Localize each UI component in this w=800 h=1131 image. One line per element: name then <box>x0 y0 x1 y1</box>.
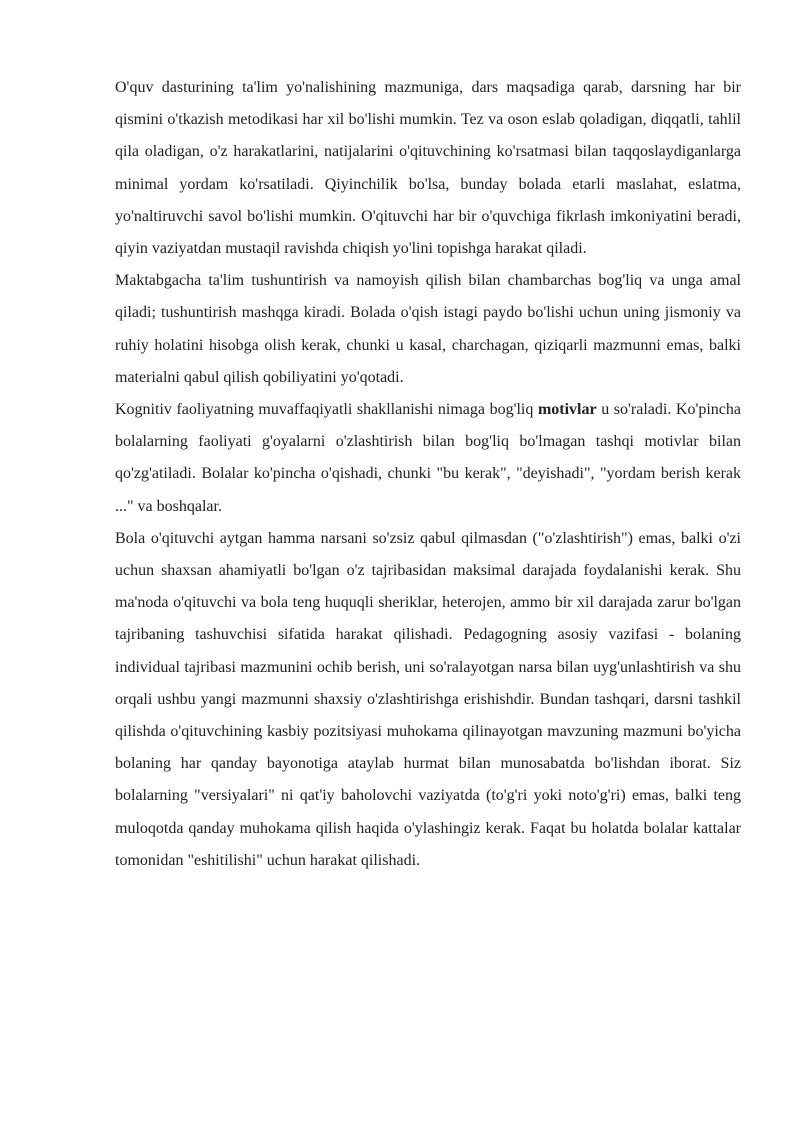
paragraph-text-start: Kognitiv faoliyatning muvaffaqiyatli shakllanishi nimaga bog'liq <box>115 401 538 419</box>
paragraph-cognitive-motives <box>115 394 741 523</box>
bold-term-motivlar: motivlar <box>537 401 597 419</box>
paragraph-preschool-explanation: Maktabgacha ta'lim tushuntirish va namoyish qilish bilan chambarchas bog'liq va unga amal qiladi; tushuntirish mashqga kiradi. Bolada o'qish istagi paydo bo'lishi uchun uning jismoniy va ruhiy holatini hisobga olish kerak, chunki u kasal, charchagan, qiziqarli mazmunni emas, balki materialni qabul qilish qobiliyatini yo'qotadi. <box>115 272 741 386</box>
paragraph-teacher-child-partnership: Bola o'qituvchi aytgan hamma narsani so'zsiz qabul qilmasdan ("o'zlashtirish") emas, balki o'zi uchun shaxsan ahamiyatli bo'lgan o'z tajribasidan maksimal darajada foydalanishi kerak. Shu ma'noda o'qituvchi va bola teng huquqli sheriklar, heterojen, ammo bir xil darajada zarur bo'lgan tajribaning tashuvchisi sifatida harakat qilishadi. Pedagogning asosiy vazifasi - bolaning individual tajribasi mazmunini ochib berish, uni so'ralayotgan narsa bilan uyg'unlashtirish va shu orqali ushbu yangi mazmunni shaxsiy o'zlashtirishga erishishdir. Bundan tashqari, darsni tashkil qilishda o'qituvchining kasbiy pozitsiyasi muhokama qilinayotgan mavzuning mazmuni bo'yicha bolaning har qanday bayonotiga ataylab hurmat bilan munosabatda bo'lishdan iborat. Siz bolalarning "versiyalari" ni qat'iy baholovchi vaziyatda (to'g'ri yoki noto'g'ri) emas, balki teng muloqotda qanday muhokama qilish haqida o'ylashingiz kerak. Faqat bu holatda bolalar kattalar tomonidan "eshitilishi" uchun harakat qilishadi. <box>115 529 741 869</box>
paragraph-lesson-methodology: O'quv dasturining ta'lim yo'nalishining mazmuniga, dars maqsadiga qarab, darsning har bir qismini o'tkazish metodikasi har xil bo'lishi mumkin. Tez va oson eslab qoladigan, diqqatli, tahlil qila oladigan, o'z harakatlarini, natijalarini o'qituvchining ko'rsatmasi bilan taqqoslaydiganlarga minimal yordam ko'rsatiladi. Qiyinchilik bo'lsa, bunday bolada etarli maslahat, eslatma, yo'naltiruvchi savol bo'lishi mumkin. O'qituvchi har bir o'quvchiga fikrlash imkoniyatini beradi, qiyin vaziyatdan mustaqil ravishda chiqish yo'lini topishga harakat qiladi. <box>115 79 741 258</box>
paragraph-text-end: u so'raladi. Ko'pincha bolalarning faoliyati g'oyalarni o'zlashtirish bilan bog'liq bo'lmagan tashqi motivlar bilan qo'zg'atiladi. Bolalar ko'pincha o'qishadi, chunki "bu kerak", "deyishadi", "yordam berish kerak ..." va boshqalar. <box>115 401 741 515</box>
document-page <box>115 70 741 877</box>
